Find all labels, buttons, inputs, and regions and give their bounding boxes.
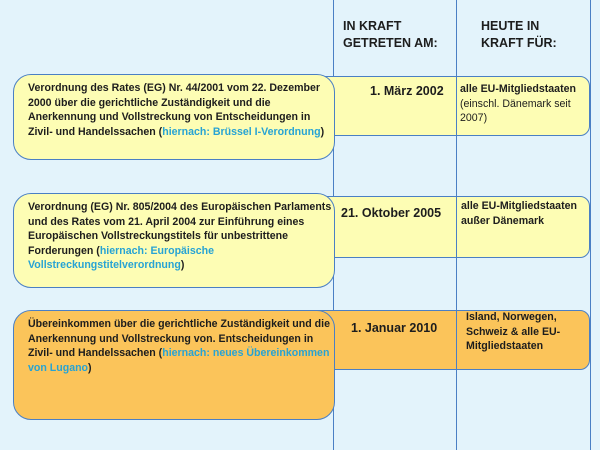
regulation-box-2 xyxy=(13,193,335,288)
applies-to-2: alle EU-Mitgliedstaaten außer Dänemark xyxy=(461,200,577,227)
regulation-box-3 xyxy=(13,310,335,420)
in-force-date-1: 1. März 2002 xyxy=(370,84,444,98)
in-force-date-2: 21. Oktober 2005 xyxy=(341,206,442,220)
regulation-box-1 xyxy=(13,74,335,160)
regulation-short-name-1: hiernach: Brüssel I-Verordnung xyxy=(162,125,321,138)
column-divider-right xyxy=(590,0,591,450)
header-applies-to: HEUTE IN KRAFT FÜR: xyxy=(481,19,557,50)
regulation-short-name-2: hiernach: Europäische Vollstreckungstitelverordnung xyxy=(28,244,215,272)
row-band-separator-1 xyxy=(456,76,457,136)
row-band-separator-3 xyxy=(456,310,457,370)
applies-to-3: Island, Norwegen, Schweiz & alle EU-Mitgliedstaaten xyxy=(466,311,561,353)
regulation-text-1: Verordnung des Rates (EG) Nr. 44/2001 vom 22. Dezember 2000 über die gerichtliche Zuständigkeit und die Anerkennung und Vollstreckung von Entscheidungen in Zivil- und Handelssachen (hiernach: Brüssel I-Verordnung) xyxy=(28,82,325,138)
regulation-text-2: Verordnung (EG) Nr. 805/2004 des Europäischen Parlaments und des Rates vom 21. April 2004 zur Einführung eines Europäischen Vollstreckungstitels für unbestrittene Forderungen (hiernach: Europäische Vollstreckungstitelverordnung) xyxy=(28,201,332,272)
regulation-short-name-3: hiernach: neues Übereinkommen von Lugano xyxy=(28,347,330,374)
row-band-separator-2 xyxy=(456,196,457,258)
header-in-force: IN KRAFT GETRETEN AM: xyxy=(343,19,438,50)
applies-to-1: alle EU-Mitgliedstaaten (einschl. Dänemark seit 2007) xyxy=(460,83,576,125)
in-force-date-3: 1. Januar 2010 xyxy=(351,321,438,335)
regulation-text-3: Übereinkommen über die gerichtliche Zuständigkeit und die Anerkennung und Vollstreckung von. Entscheidungen in Zivil- und Handelssachen (hiernach: neues Übereinkommen von Lugano) xyxy=(28,318,330,374)
